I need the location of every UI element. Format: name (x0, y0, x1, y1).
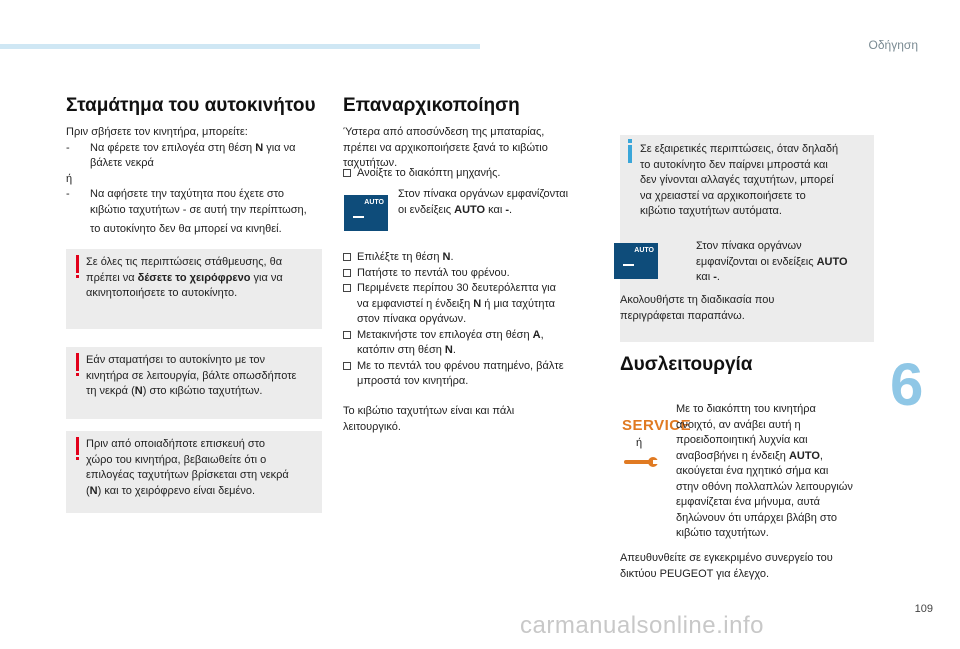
reset-step-5: Μετακινήστε τον επιλογέα στη θέση A, κατόπιν στη θέση N. (343, 328, 605, 359)
warning-icon (76, 255, 79, 273)
stop-title: Σταμάτημα του αυτοκινήτου (66, 95, 316, 116)
reset-step-3: Πατήστε το πεντάλ του φρένου. (343, 266, 605, 282)
reset-panel-text: Στον πίνακα οργάνων εμφανίζονται οι ενδείξεις AUTO και -. (398, 188, 569, 216)
warning-box-repair: Πριν από οποιαδήποτε επισκευή στο χώρο του κινητήρα, βεβαιωθείτε ότι ο επιλογέας ταχυτήτων βρίσκεται στη νεκρά (N) και το χειρόφρενο είναι δεμένο. (66, 431, 322, 513)
stop-intro: Πριν σβήσετε τον κινητήρα, μπορείτε: (66, 126, 248, 138)
reset-step-1: Ανοίξτε το διακόπτη μηχανής. (343, 166, 500, 182)
section-title: Οδήγηση (868, 38, 918, 52)
wrench-icon (624, 454, 660, 470)
header-bar (0, 44, 480, 49)
checkbox-bullet-icon (343, 362, 351, 370)
service-or: ή (636, 437, 643, 449)
warning-box-neutral: Εάν σταματήσει το αυτοκίνητο με τον κινητήρα σε λειτουργία, βάλτε οπωσδήποτε τη νεκρά (N) στο κιβώτιο ταχυτήτων. (66, 347, 322, 419)
checkbox-bullet-icon (343, 169, 351, 177)
stop-item-1: - Να φέρετε τον επιλογέα στη θέση N για να βάλετε νεκρά (66, 141, 296, 169)
malfunction-title: Δυσλειτουργία (620, 354, 753, 375)
warning-icon (76, 353, 79, 371)
checkbox-bullet-icon (343, 284, 351, 292)
info-box-auto-reset: Σε εξαιρετικές περιπτώσεις, όταν δηλαδή το αυτοκίνητο δεν παίρνει μπροστά και δεν γίνονται αλλαγές ταχυτήτων, μπορεί να χρειαστεί να αρχικοποιήσετε το κιβώτιο ταχυτήτων αυτόματα. AUTO Στον πίνακα οργάνων εμφανίζονται οι ενδείξεις AUTO και -. Ακολουθήστε τη διαδικασία που περιγράφεται παραπάνω. (620, 135, 874, 342)
chapter-number: 6 (890, 351, 924, 418)
reset-intro: Ύστερα από αποσύνδεση της μπαταρίας, πρέπει να αρχικοποιήσετε ξανά το κιβώτιο ταχυτήτων. (343, 126, 548, 169)
service-warning-icon: SERVICE (622, 417, 692, 434)
auto-display-icon: AUTO (614, 243, 658, 279)
reset-title: Επαναρχικοποίηση (343, 95, 520, 116)
reset-step-6: Με το πεντάλ του φρένου πατημένο, βάλτε μπροστά τον κινητήρα. (343, 359, 605, 390)
reset-step-4: Περιμένετε περίπου 30 δευτερόλεπτα για να εμφανιστεί η ένδειξη N ή μια ταχύτητα στον πίνακα οργάνων. (343, 281, 605, 328)
stop-item-2: - Να αφήσετε την ταχύτητα που έχετε στο κιβώτιο ταχυτήτων - σε αυτή την περίπτωση, το αυτοκίνητο δεν θα μπορεί να κινηθεί. (66, 188, 307, 235)
warning-icon (76, 437, 79, 455)
watermark: carmanualsonline.info (520, 612, 764, 639)
malfunction-text: Με το διακόπτη του κινητήρα ανοιχτό, αν ανάβει αυτή η προειδοποιητική λυχνία και αναβοσβήνει η ένδειξη AUTO, ακούγεται ένα ηχητικό σήμα και στην οθόνη πολλαπλών λειτουργιών εμφανίζεται ένα μήνυμα, αυτά δηλώνουν ότι υπάρχει βλάβη στο κιβώτιο ταχυτήτων. (676, 403, 853, 539)
checkbox-bullet-icon (343, 269, 351, 277)
reset-steps (343, 250, 605, 390)
auto-display-icon: AUTO (344, 195, 388, 231)
stop-or: ή (66, 172, 73, 185)
reset-step-2: Επιλέξτε τη θέση N. (343, 250, 605, 266)
checkbox-bullet-icon (343, 253, 351, 261)
warning-box-handbrake: Σε όλες τις περιπτώσεις στάθμευσης, θα πρέπει να δέσετε το χειρόφρενο για να ακινητοποιήσετε το αυτοκίνητο. (66, 249, 322, 329)
checkbox-bullet-icon (343, 331, 351, 339)
reset-result: Το κιβώτιο ταχυτήτων είναι και πάλι λειτουργικό. (343, 405, 515, 433)
malfunction-footer: Απευθυνθείτε σε εγκεκριμένο συνεργείο του δικτύου PEUGEOT για έλεγχο. (620, 552, 833, 580)
page-number: 109 (914, 603, 933, 615)
info-icon (628, 145, 632, 163)
stop-text (66, 125, 326, 238)
